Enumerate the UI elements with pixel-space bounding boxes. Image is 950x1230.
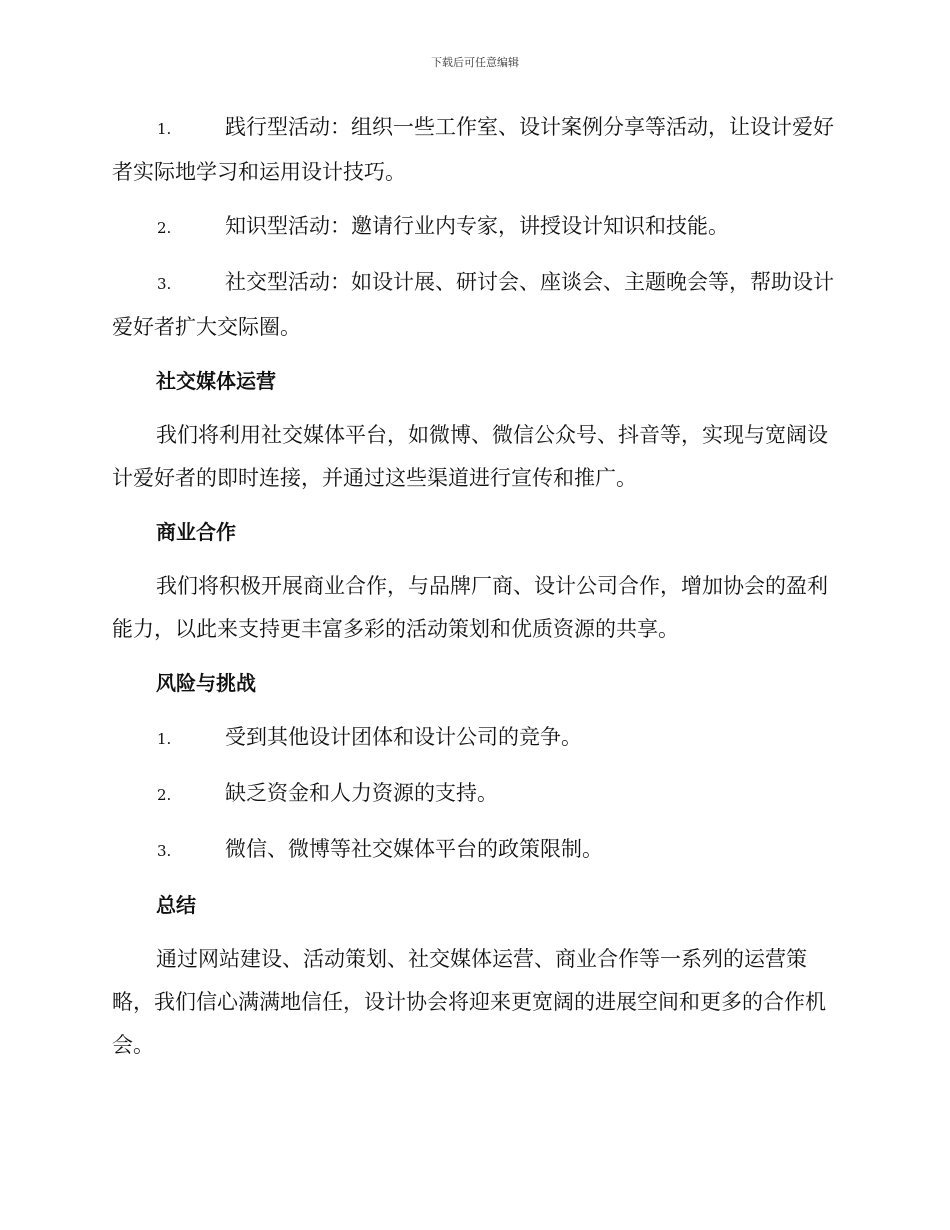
list-item-text: 践行型活动：组织一些工作室、设计案例分享等活动，让设计爱好者实际地学习和运用设计技巧。 — [112, 115, 834, 184]
activity-item-1 — [112, 106, 840, 194]
section-heading-summary: 总结 — [156, 893, 196, 917]
summary-paragraph: 通过网站建设、活动策划、社交媒体运营、商业合作等一系列的运营策略，我们信心满满地信任，设计协会将迎来更宽阔的进展空间和更多的合作机会。 — [112, 947, 826, 1057]
risk-item-1 — [112, 716, 840, 761]
risk-item-2 — [112, 772, 840, 817]
document-body — [112, 106, 840, 1078]
list-item-text: 社交型活动：如设计展、研讨会、座谈会、主题晚会等，帮助设计爱好者扩大交际圈。 — [112, 270, 834, 339]
risk-item-3 — [112, 828, 840, 873]
list-item-text: 缺乏资金和人力资源的支持。 — [225, 781, 498, 805]
list-number: 1. — [157, 120, 172, 138]
activity-item-3 — [112, 261, 840, 349]
business-paragraph: 我们将积极开展商业合作，与品牌厂商、设计公司合作，增加协会的盈利能力，以此来支持更丰富多彩的活动策划和优质资源的共享。 — [112, 574, 828, 641]
section-heading-social-media: 社交媒体运营 — [156, 369, 276, 393]
activity-item-2 — [112, 205, 840, 250]
list-number: 3. — [157, 842, 172, 860]
list-item-text: 受到其他设计团体和设计公司的竞争。 — [225, 725, 582, 749]
list-number: 3. — [157, 275, 172, 293]
list-item-text: 知识型活动：邀请行业内专家，讲授设计知识和技能。 — [225, 214, 729, 238]
list-number: 2. — [157, 219, 172, 237]
section-heading-business: 商业合作 — [156, 520, 236, 544]
social-media-paragraph: 我们将利用社交媒体平台，如微博、微信公众号、抖音等，实现与宽阔设计爱好者的即时连接，并通过这些渠道进行宣传和推广。 — [112, 423, 828, 490]
section-heading-risks: 风险与挑战 — [156, 671, 256, 695]
list-number: 2. — [157, 786, 172, 804]
list-item-text: 微信、微博等社交媒体平台的政策限制。 — [225, 837, 603, 861]
list-number: 1. — [157, 730, 172, 748]
page-header: 下载后可任意编辑 — [431, 56, 519, 69]
